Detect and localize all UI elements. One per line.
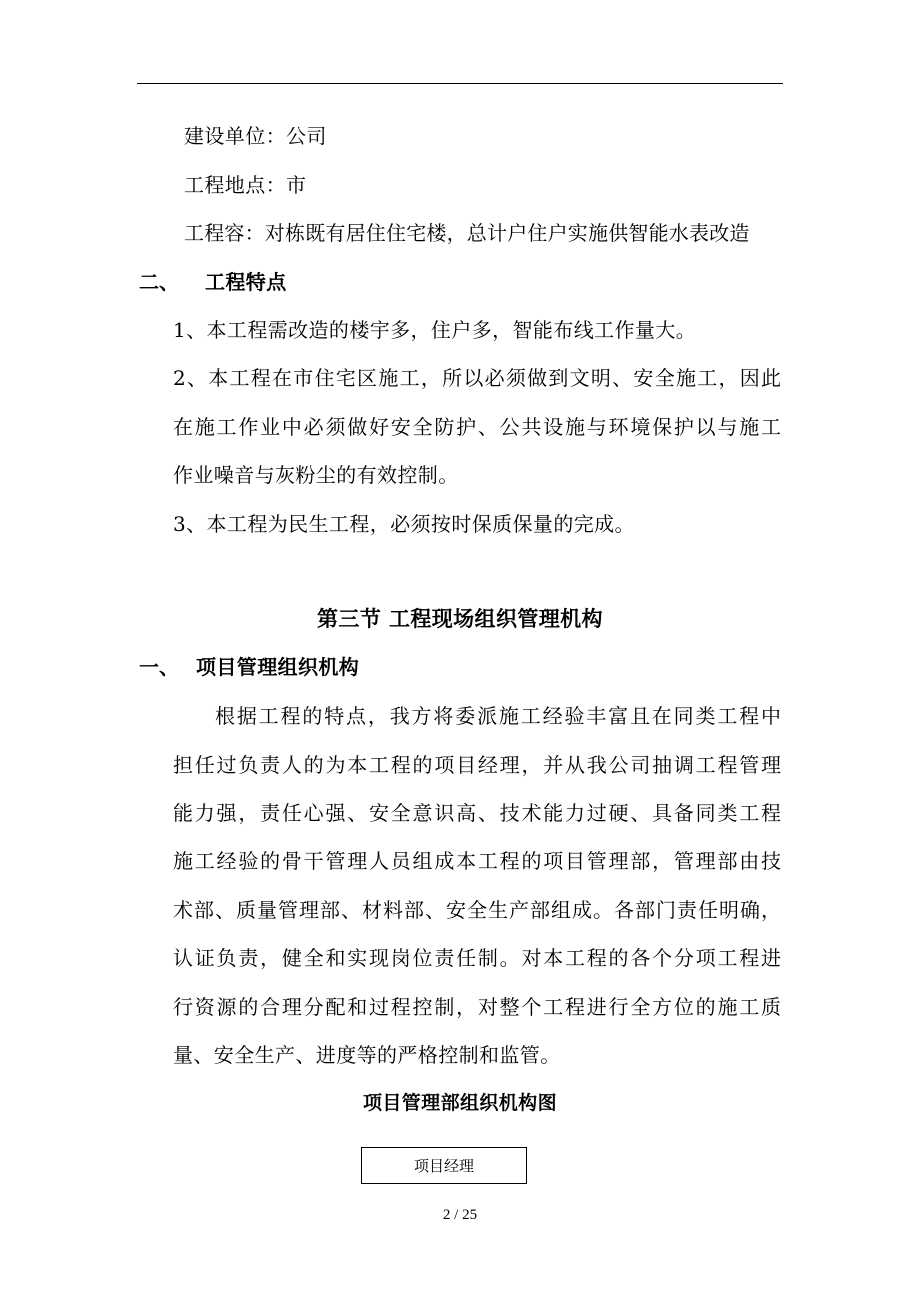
paragraph-line-5: 术部、质量管理部、材料部、安全生产部组成。各部门责任明确， xyxy=(173,898,781,922)
header-rule xyxy=(137,83,783,84)
org-node-label: 项目经理 xyxy=(413,1157,474,1175)
feature-item-3: 3、本工程为民生工程，必须按时保质保量的完成。 xyxy=(173,512,635,536)
location-line: 工程地点：市 xyxy=(184,173,307,197)
org-chart-title: 项目管理部组织机构图 xyxy=(362,1092,557,1114)
feature-item-2-cont: 在施工作业中必须做好安全防护、公共设施与环境保护以与施工 xyxy=(173,415,781,439)
feature-item-2: 2、本工程在市住宅区施工，所以必须做到文明、安全施工，因此 xyxy=(173,366,781,390)
chapter-title: 第三节 工程现场组织管理机构 xyxy=(317,607,603,631)
paragraph-line-3: 能力强，责任心强、安全意识高、技术能力过硬、具备同类工程 xyxy=(173,801,781,825)
feature-item-1: 1、本工程需改造的楼宇多，住户多，智能布线工作量大。 xyxy=(173,318,697,342)
paragraph-line-4: 施工经验的骨干管理人员组成本工程的项目管理部，管理部由技 xyxy=(173,849,781,873)
paragraph-line-7: 行资源的合理分配和过程控制，对整个工程进行全方位的施工质 xyxy=(173,995,781,1019)
paragraph-line-1: 根据工程的特点，我方将委派施工经验丰富且在同类工程中 xyxy=(215,704,781,728)
subsection-number: 一、 xyxy=(139,655,179,679)
content-line: 工程容：对栋既有居住住宅楼，总计户住户实施供智能水表改造 xyxy=(184,221,750,245)
section-heading: 工程特点 xyxy=(205,270,287,294)
paragraph-line-8: 量、安全生产、进度等的严格控制和监管。 xyxy=(173,1043,561,1067)
paragraph-line-2: 担任过负责人的为本工程的项目经理，并从我公司抽调工程管理 xyxy=(173,753,781,777)
paragraph-line-6: 认证负责，健全和实现岗位责任制。对本工程的各个分项工程进 xyxy=(173,946,781,970)
feature-item-2-end: 作业噪音与灰粉尘的有效控制。 xyxy=(173,463,459,487)
page-number: 2 / 25 xyxy=(442,1207,478,1223)
builder-line: 建设单位：公司 xyxy=(184,124,327,148)
subsection-heading: 项目管理组织机构 xyxy=(196,655,360,679)
org-node-project-manager xyxy=(361,1147,527,1184)
section-number: 二、 xyxy=(139,270,179,294)
